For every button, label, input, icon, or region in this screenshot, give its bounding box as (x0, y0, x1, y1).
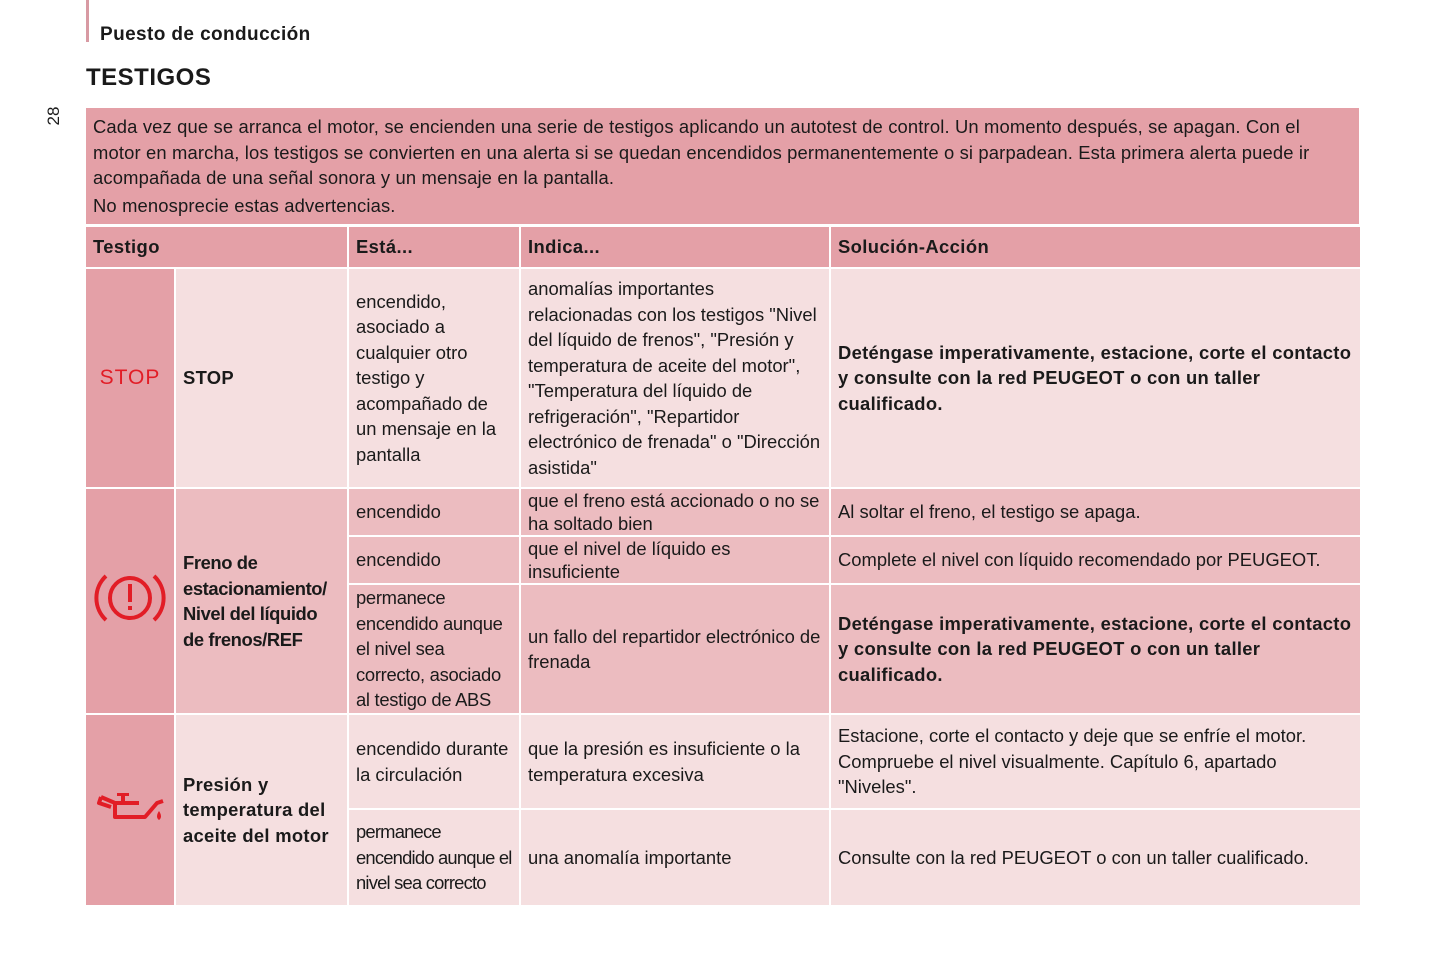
table-header-row (86, 227, 1360, 267)
brake-warning-icon (92, 566, 168, 630)
brake-icon-cell (86, 489, 174, 713)
oil-icon-cell (86, 715, 174, 905)
solucion-cell: Complete el nivel con líquido recomendado por PEUGEOT. (831, 537, 1360, 583)
indica-cell: una anomalía importante (521, 810, 829, 905)
indica-cell: que el freno está accionado o no se ha soltado bien (521, 489, 829, 535)
testigo-name: Freno de estacionamiento/ Nivel del líquido de frenos/REF (176, 489, 347, 713)
testigo-name: Presión y temperatura del aceite del motor (176, 715, 347, 905)
stop-warning-icon: STOP (99, 366, 161, 390)
oil-pressure-icon (95, 789, 165, 825)
esta-cell: permanece encendido aunque el nivel sea correcto, asociado al testigo de ABS (349, 585, 519, 713)
esta-cell: encendido (349, 489, 519, 535)
section-marker-bar (86, 0, 89, 42)
table-row (86, 715, 1360, 808)
table-row (86, 489, 1360, 535)
solucion-cell: Deténgase imperativamente, estacione, corte el contacto y consulte con la red PEUGEOT o con un taller cualificado. (831, 269, 1360, 487)
solucion-cell: Al soltar el freno, el testigo se apaga. (831, 489, 1360, 535)
testigo-name: STOP (176, 269, 347, 487)
section-title: Puesto de conducción (100, 24, 311, 45)
solucion-cell: Deténgase imperativamente, estacione, corte el contacto y consulte con la red PEUGEOT o con un taller cualificado. (831, 585, 1360, 713)
page-number: 28 (44, 106, 63, 126)
column-header-indica: Indica... (521, 227, 829, 267)
indica-cell: un fallo del repartidor electrónico de frenada (521, 585, 829, 713)
indica-cell: que la presión es insuficiente o la temperatura excesiva (521, 715, 829, 808)
column-header-solucion: Solución-Acción (831, 227, 1360, 267)
table-row (86, 269, 1360, 487)
solucion-cell: Estacione, corte el contacto y deje que se enfríe el motor. Compruebe el nivel visualmente. Capítulo 6, apartado "Niveles". (831, 715, 1360, 808)
esta-cell: permanece encendido aunque el nivel sea correcto (349, 810, 519, 905)
esta-cell: encendido (349, 537, 519, 583)
intro-warning: No menosprecie estas advertencias. (93, 194, 396, 216)
warning-lights-table (84, 225, 1362, 907)
column-header-testigo: Testigo (86, 227, 347, 267)
solucion-cell: Consulte con la red PEUGEOT o con un taller cualificado. (831, 810, 1360, 905)
indica-cell: anomalías importantes relacionadas con los testigos "Nivel del líquido de frenos", "Presión y temperatura de aceite del motor", "Temperatura del líquido de refrigeración", "Repartidor electrónico de frenada" o "Dirección asistida" (521, 269, 829, 487)
page-title: TESTIGOS (86, 64, 212, 91)
esta-cell: encendido durante la circulación (349, 715, 519, 808)
intro-box (86, 108, 1359, 224)
stop-icon-cell (86, 269, 174, 487)
intro-paragraph: Cada vez que se arranca el motor, se encienden una serie de testigos aplicando un autotest de control. Un momento después, se apagan. Con el motor en marcha, los testigos se convierten en una alerta si se quedan encendidos permanentemente o si parpadean. Esta primera alerta puede ir acompañada de una señal sonora y un mensaje en la pantalla. (93, 116, 1310, 189)
esta-cell: encendido, asociado a cualquier otro testigo y acompañado de un mensaje en la pantalla (349, 269, 519, 487)
indica-cell: que el nivel de líquido es insuficiente (521, 537, 829, 583)
column-header-esta: Está... (349, 227, 519, 267)
